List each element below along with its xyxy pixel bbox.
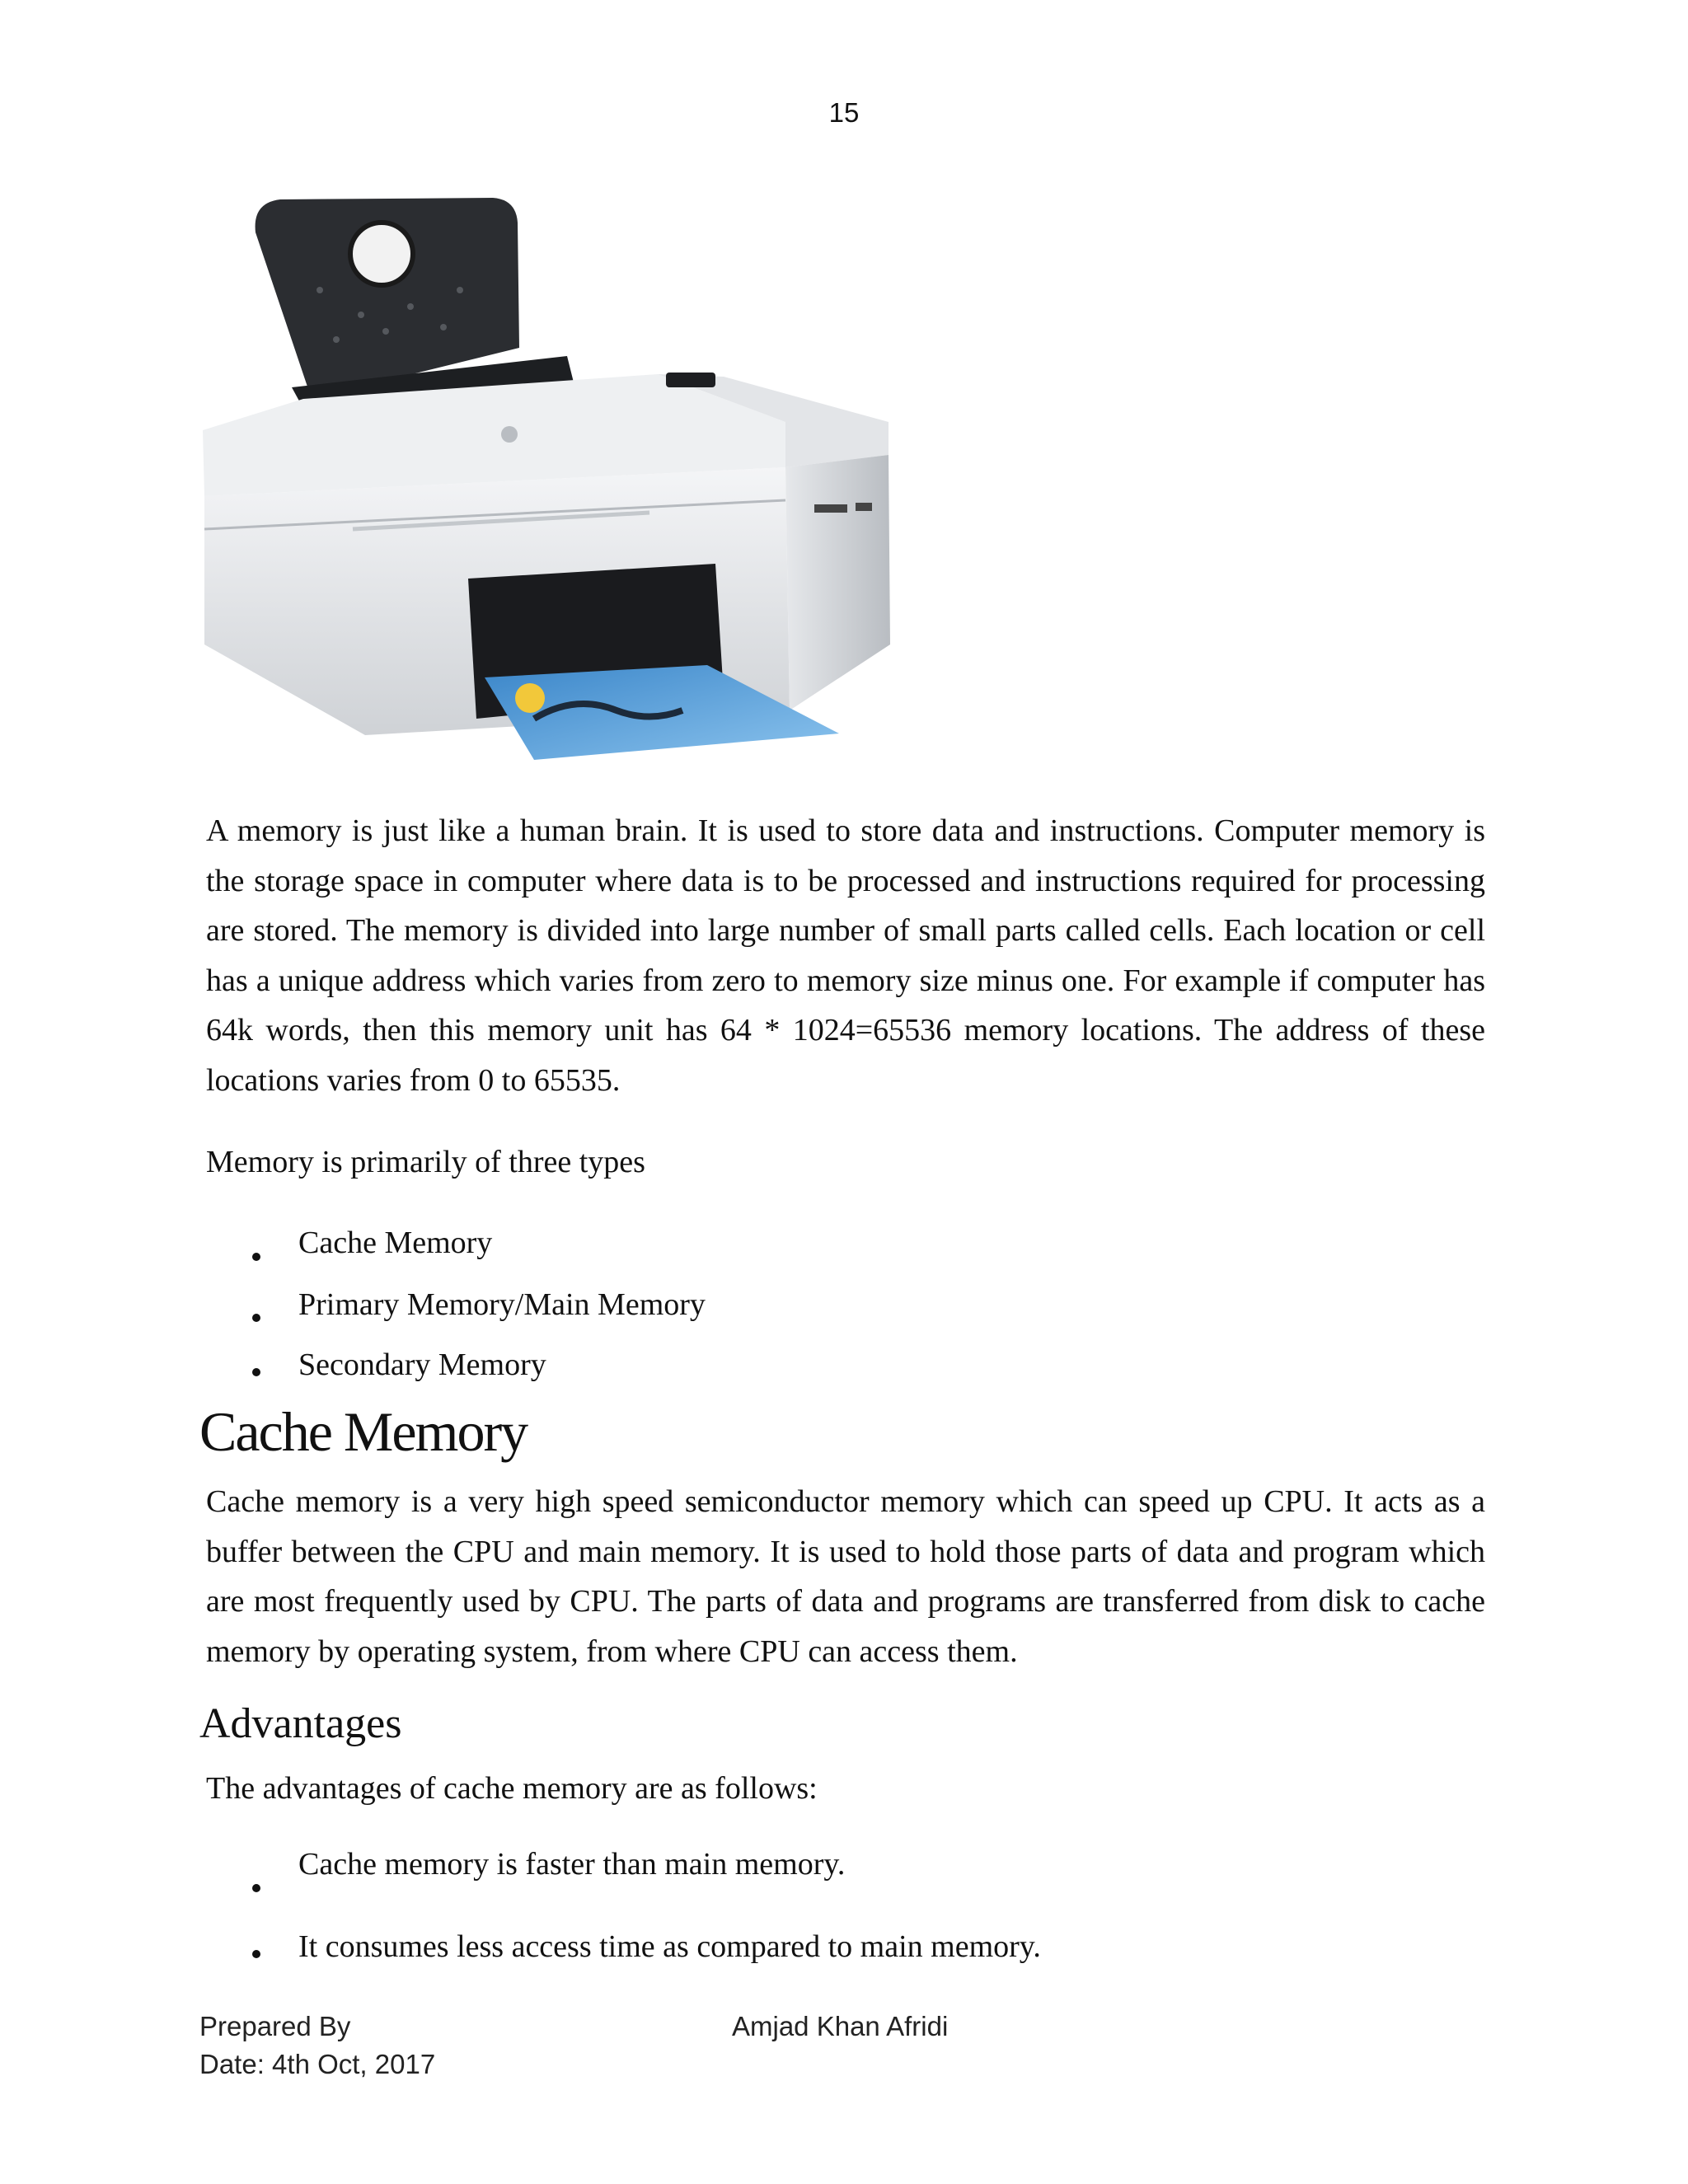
types-intro: Memory is primarily of three types: [206, 1145, 645, 1179]
footer-author: Amjad Khan Afridi: [732, 2011, 949, 2041]
advantages-list: [206, 1846, 1485, 1978]
bullet-icon: [252, 1884, 260, 1892]
section-heading-cache-memory: Cache Memory: [199, 1400, 528, 1463]
list-item: Primary Memory/Main Memory: [206, 1286, 1485, 1347]
bullet-icon: [252, 1253, 260, 1261]
bullet-icon: [252, 1368, 260, 1376]
cache-paragraph: Cache memory is a very high speed semiconductor memory which can speed up CPU. It acts as a buffer between the CPU and main memory. It is used to hold those parts of data and program which are most frequently used by CPU. The parts of data and programs are transferred from disk to cache memory by operating system, from where CPU can access them.: [206, 1484, 1485, 1669]
memory-types-list: [206, 1225, 1485, 1396]
footer-date: Date: 4th Oct, 2017: [199, 2049, 436, 2079]
page-number: 15: [828, 97, 860, 128]
intro-paragraph: A memory is just like a human brain. It is used to store data and instructions. Computer memory is the storage space in computer where data is to be processed and instructions required for processing are stored. The memory is divided into large number of small parts called cells. Each location or cell has a unique address which varies from zero to memory size minus one. For example if computer has 64k words, then this memory unit has 64 * 1024=65536 memory locations. The address of these locations varies from 0 to 65535.: [206, 813, 1485, 1098]
section-heading-advantages: Advantages: [199, 1700, 402, 1747]
bullet-icon: [252, 1314, 260, 1322]
advantages-intro: The advantages of cache memory are as follows:: [206, 1771, 818, 1806]
list-item: Cache memory is faster than main memory.: [206, 1846, 1485, 1929]
list-item: It consumes less access time as compared to main memory.: [206, 1929, 1485, 1978]
list-item: Cache Memory: [206, 1225, 1485, 1286]
bullet-icon: [252, 1950, 260, 1958]
footer-prepared-by: Prepared By: [199, 2011, 351, 2041]
printer-image: [188, 183, 913, 760]
list-item: Secondary Memory: [206, 1347, 1485, 1396]
